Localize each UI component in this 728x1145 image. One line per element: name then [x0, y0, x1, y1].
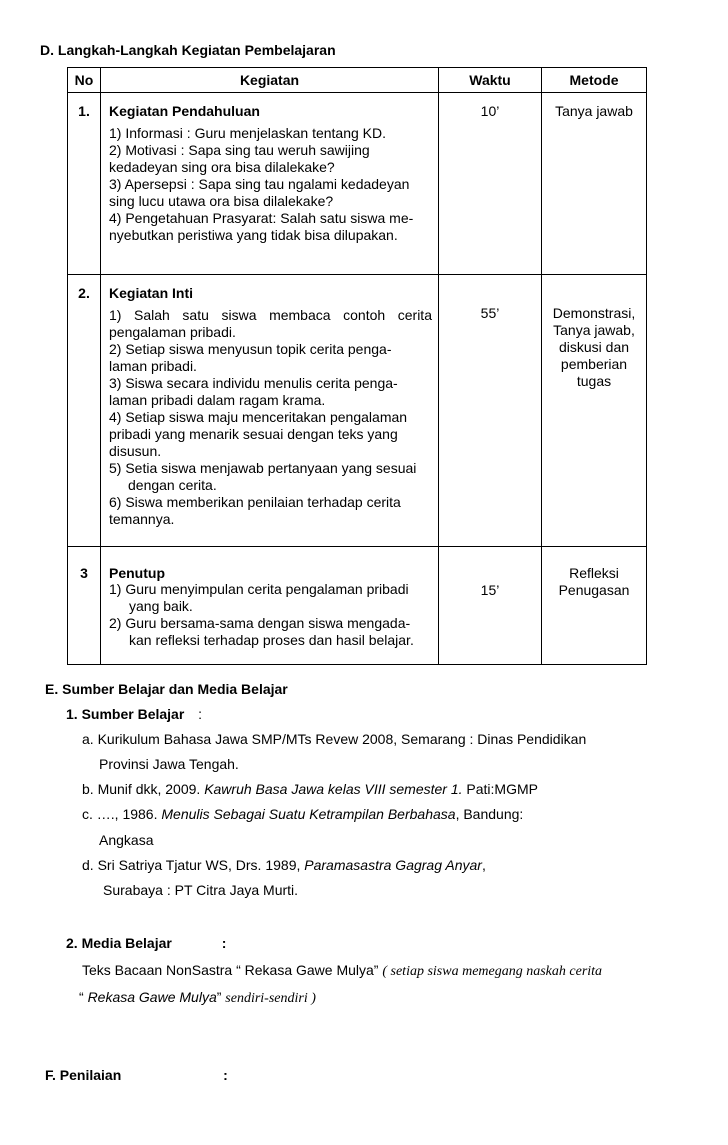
list-item: 2) Motivasi : Sapa sing tau weruh sawijing	[109, 142, 370, 158]
activity-cell	[101, 275, 439, 547]
activity-title: Kegiatan Inti	[109, 285, 194, 301]
list-item: 3) Apersepsi : Sapa sing tau ngalami kedadeyan	[109, 176, 410, 192]
section-f-colon: :	[223, 1067, 228, 1083]
section-d-heading: D. Langkah-Langkah Kegiatan Pembelajaran	[40, 42, 336, 58]
list-item: laman pribadi dalam ragam krama.	[109, 392, 326, 408]
activity-title: Kegiatan Pendahuluan	[109, 103, 260, 119]
list-item: 1) Salah satu siswa membaca contoh cerita	[109, 307, 432, 323]
row-number: 1.	[68, 93, 101, 275]
reference-d	[82, 853, 486, 878]
list-item: kan refleksi terhadap proses dan hasil belajar.	[129, 632, 414, 648]
section-f-label	[45, 1067, 228, 1083]
reference-b-publisher: Pati:MGMP	[462, 781, 538, 797]
list-item: 2) Setiap siswa menyusun topik cerita penga-	[109, 341, 392, 357]
list-item: pribadi yang menarik sesuai dengan teks yang	[109, 426, 398, 442]
method-line: Demonstrasi,	[552, 305, 636, 321]
media-line-2	[79, 989, 316, 1007]
media-line-1	[82, 962, 602, 980]
list-item: 1) Guru menyimpulan cerita pengalaman pribadi	[109, 581, 409, 597]
header-kegiatan: Kegiatan	[101, 68, 439, 93]
media-quote-close: ”	[216, 989, 226, 1005]
learning-steps-table	[67, 67, 647, 665]
reference-d-author: d. Sri Satriya Tjatur WS, Drs. 1989,	[82, 857, 305, 873]
reference-c-author: c. …., 1986.	[82, 806, 162, 822]
list-item: kedadeyan sing ora bisa dilalekake?	[109, 159, 335, 175]
duration-cell: 10’	[439, 93, 542, 275]
list-item: nyebutkan peristiwa yang tidak bisa dilupakan.	[109, 227, 398, 243]
reference-a: a. Kurikulum Bahasa Jawa SMP/MTs Revew 2008, Semarang : Dinas Pendidikan	[82, 731, 587, 747]
method-cell	[542, 275, 647, 547]
activity-list	[109, 581, 432, 649]
reference-c-city: , Bandung:	[455, 806, 524, 822]
reference-b-author: b. Munif dkk, 2009.	[82, 781, 205, 797]
list-item: yang baik.	[129, 598, 193, 614]
reference-b-title: Kawruh Basa Jawa kelas VIII semester 1.	[204, 781, 463, 797]
list-item: laman pribadi.	[109, 358, 197, 374]
method-line: diskusi dan	[558, 339, 630, 355]
media-belajar-label	[66, 935, 226, 951]
list-item: temannya.	[109, 511, 175, 527]
activity-cell	[101, 93, 439, 275]
header-no: No	[68, 68, 101, 93]
list-item: 6) Siswa memberikan penilaian terhadap cerita	[109, 494, 401, 510]
method-cell: Tanya jawab	[542, 93, 647, 275]
method-line: Tanya jawab,	[553, 322, 635, 338]
header-waktu: Waktu	[439, 68, 542, 93]
section-e-heading: E. Sumber Belajar dan Media Belajar	[45, 681, 288, 697]
list-item: 4) Pengetahuan Prasyarat: Salah satu siswa me-	[109, 210, 414, 226]
table-row	[68, 275, 647, 547]
table-row	[68, 547, 647, 665]
reference-a-cont: Provinsi Jawa Tengah.	[99, 756, 239, 772]
activity-cell	[101, 547, 439, 665]
list-item: 4) Setiap siswa maju menceritakan pengalaman	[109, 409, 408, 425]
sumber-belajar-label	[66, 706, 202, 722]
table-header-row	[68, 68, 647, 93]
row-number: 3	[68, 547, 101, 665]
reference-c	[82, 802, 523, 827]
table-row	[68, 93, 647, 275]
duration-cell: 15’	[439, 547, 542, 665]
list-item: 5) Setia siswa menjawab pertanyaan yang sesuai	[109, 460, 417, 476]
reference-c-cont: Angkasa	[99, 832, 154, 848]
media-quote-open: “	[79, 989, 88, 1005]
method-line: Refleksi	[569, 565, 619, 581]
row-number: 2.	[68, 275, 101, 547]
media-title: Rekasa Gawe Mulya	[87, 989, 217, 1005]
sumber-belajar-heading: 1. Sumber Belajar	[66, 706, 185, 722]
section-f-heading: F. Penilaian	[45, 1067, 122, 1083]
method-line: pemberian	[560, 356, 628, 372]
method-line: tugas	[576, 373, 612, 389]
media-text: Teks Bacaan NonSastra “ Rekasa Gawe Mulya”	[82, 962, 383, 978]
activity-title: Penutup	[109, 565, 165, 581]
list-item: 1) Informasi : Guru menjelaskan tentang KD.	[109, 125, 387, 141]
sumber-belajar-colon: :	[198, 706, 203, 722]
media-note-end: sendiri-sendiri )	[225, 991, 316, 1006]
activity-list	[109, 125, 432, 244]
list-item: sing lucu utawa ora bisa dilalekake?	[109, 193, 334, 209]
list-item: dengan cerita.	[128, 477, 217, 493]
duration-cell: 55’	[439, 275, 542, 547]
reference-c-title: Menulis Sebagai Suatu Ketrampilan Berbahasa	[161, 806, 456, 822]
reference-d-cont: Surabaya : PT Citra Jaya Murti.	[103, 882, 299, 898]
method-line: Penugasan	[558, 582, 630, 598]
media-belajar-colon: :	[221, 935, 227, 951]
method-cell	[542, 547, 647, 665]
media-note: ( setiap siswa memegang naskah cerita	[382, 964, 603, 979]
activity-list	[109, 307, 432, 528]
media-belajar-heading: 2. Media Belajar	[66, 935, 172, 951]
list-item: 2) Guru bersama-sama dengan siswa mengada-	[109, 615, 411, 631]
reference-b	[82, 777, 538, 802]
header-metode: Metode	[542, 68, 647, 93]
reference-d-title: Paramasastra Gagrag Anyar	[304, 857, 482, 873]
list-item: 3) Siswa secara individu menulis cerita penga-	[109, 375, 398, 391]
reference-d-comma: ,	[481, 857, 486, 873]
list-item: pengalaman pribadi.	[109, 324, 236, 340]
list-item: disusun.	[109, 443, 162, 459]
